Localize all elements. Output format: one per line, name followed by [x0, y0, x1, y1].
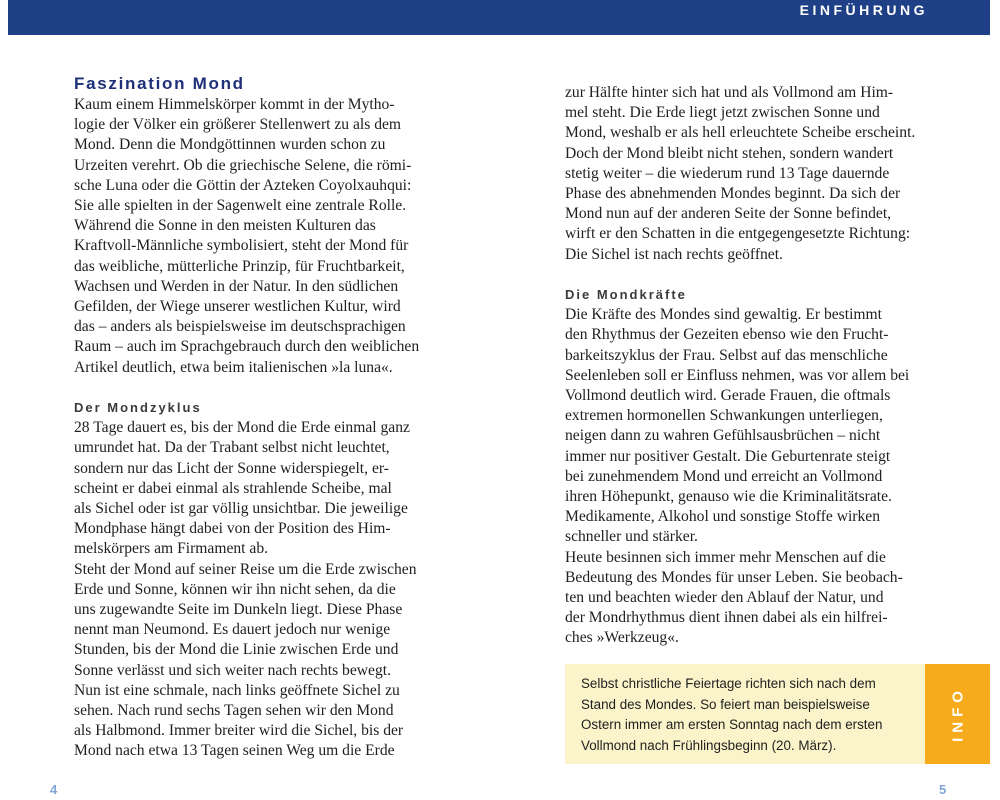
text-line: 28 Tage dauert es, bis der Mond die Erde einmal ganz [74, 419, 410, 437]
text-line: als Sichel oder ist gar völlig unsichtbar. Die jeweilige [74, 500, 408, 518]
text-line: Bedeutung des Mondes für unser Leben. Sie beobach- [565, 568, 903, 586]
left-page-column [74, 73, 434, 762]
text-line: bei zunehmendem Mond und erreicht an Vollmond [565, 467, 883, 485]
text-line: logie der Völker ein größerer Stellenwert zu als dem [74, 116, 402, 134]
text-line: neigen dann zu wahren Gefühlsausbrüchen – nicht [565, 427, 881, 445]
text-line: extremen hormonellen Schwankungen unterliegen, [565, 407, 883, 425]
text-line: Doch der Mond bleibt nicht stehen, sondern wandert [565, 144, 894, 162]
text-line: als Halbmond. Immer breiter wird die Sichel, bis der [74, 722, 404, 740]
text-line: Steht der Mond auf seiner Reise um die Erde zwischen [74, 560, 417, 578]
chapter-title: EINFÜHRUNG [799, 2, 928, 18]
text-line: barkeitszyklus der Frau. Selbst auf das menschliche [565, 346, 888, 364]
text-line: wirft er den Schatten in die entgegengesetzte Richtung: [565, 225, 911, 243]
info-tab [925, 664, 990, 764]
text-line: Mond nun auf der anderen Seite der Sonne befindet, [565, 205, 892, 223]
text-line: Wachsen und Werden in der Natur. In den südlichen [74, 277, 399, 295]
text-line: sche Luna oder die Göttin der Azteken Coyolxauhqui: [74, 176, 412, 194]
text-line: ihren Höhepunkt, genauso wie die Kriminalitätsrate. [565, 488, 892, 506]
text-line: sondern nur das Licht der Sonne widerspiegelt, er- [74, 459, 389, 477]
text-line: uns zugewandte Seite im Dunkeln liegt. Diese Phase [74, 601, 403, 619]
subheading-mondkraefte: Die Mondkräfte [565, 287, 687, 303]
text-line: Medikamente, Alkohol und sonstige Stoffe wirken [565, 508, 881, 526]
text-line: immer nur positiver Gestalt. Die Geburtenrate steigt [565, 447, 891, 465]
text-line: Erde und Sonne, können wir ihn nicht sehen, da die [74, 580, 396, 598]
text-line: sehen. Nach rund sechs Tagen sehen wir den Mond [74, 702, 394, 720]
text-line: zur Hälfte hinter sich hat und als Vollmond am Him- [565, 84, 894, 101]
text-line: Mond nach etwa 13 Tagen seinen Weg um die Erde [74, 742, 395, 760]
text-line: ches »Werkzeug«. [565, 629, 679, 647]
text-line: Stunden, bis der Mond die Linie zwischen Erde und [74, 641, 399, 659]
text-line: mel steht. Die Erde liegt jetzt zwischen Sonne und [565, 104, 880, 122]
text-line: den Rhythmus der Gezeiten ebenso wie den Frucht- [565, 326, 889, 344]
chapter-header-bar [8, 0, 990, 35]
text-line: Heute besinnen sich immer mehr Menschen auf die [565, 548, 886, 566]
text-line: Phase des abnehmenden Mondes beginnt. Da sich der [565, 185, 901, 203]
text-line: Raum – auch im Sprachgebrauch durch den weiblichen [74, 338, 420, 356]
text-line: umrundet hat. Da der Trabant selbst nicht leuchtet, [74, 439, 390, 457]
text-line: melskörpers am Firmament ab. [74, 540, 269, 558]
text-line: Vollmond nach Frühlingsbeginn (20. März). [581, 737, 837, 753]
text-line: Urzeiten verehrt. Ob die griechische Selene, die römi- [74, 156, 412, 174]
text-line: nennt man Neumond. Es dauert jedoch nur wenige [74, 621, 391, 639]
text-line: Nun ist eine schmale, nach links geöffnete Sichel zu [74, 681, 400, 699]
text-line: Stand des Mondes. So feiert man beispielsweise [581, 696, 870, 712]
section-heading: Faszination Mond [74, 74, 245, 93]
page-number-left: 4 [50, 782, 58, 797]
text-line: Die Kräfte des Mondes sind gewaltig. Er bestimmt [565, 306, 883, 324]
text-line: Seelenleben soll er Einfluss nehmen, was vor allem bei [565, 366, 910, 384]
text-line: Artikel deutlich, etwa beim italienischen »la luna«. [74, 358, 393, 376]
text-line: scheint er dabei einmal als strahlende Scheibe, mal [74, 479, 392, 497]
mondzyklus-paragraph [74, 418, 434, 761]
subheading-mondzyklus: Der Mondzyklus [74, 400, 202, 416]
text-line: Vollmond deutlich wird. Gerade Frauen, die oftmals [565, 387, 891, 405]
text-line: stetig weiter – die wiederum rund 13 Tage dauernde [565, 164, 890, 182]
continuation-paragraph [565, 83, 927, 265]
text-line: Sonne verlässt und sich weiter nach rechts bewegt. [74, 661, 391, 679]
text-line: das – anders als beispielsweise im deutschsprachigen [74, 318, 406, 336]
text-line: ten und beachten wieder den Ablauf der Natur, und [565, 589, 884, 607]
text-line: Mondphase hängt dabei von der Position des Him- [74, 520, 391, 538]
page-number-right: 5 [939, 782, 947, 797]
text-line: schneller und stärker. [565, 528, 698, 546]
mondkraefte-paragraph [565, 305, 927, 648]
right-page-column [565, 83, 927, 649]
text-line: Mond. Denn die Mondgöttinnen wurden schon zu [74, 136, 386, 154]
text-line: Ostern immer am ersten Sonntag nach dem ersten [581, 717, 883, 732]
info-box-text [581, 674, 916, 756]
info-box [565, 664, 925, 764]
text-line: Während die Sonne in den meisten Kulturen das [74, 217, 376, 235]
text-line: Gefilden, der Wiege unserer westlichen Kultur, wird [74, 298, 401, 316]
text-line: der Mondrhythmus dient ihnen dabei als ein hilfrei- [565, 609, 888, 627]
text-line: Kraftvoll-Männliche symbolisiert, steht der Mond für [74, 237, 409, 255]
intro-paragraph [74, 95, 434, 378]
text-line: Mond, weshalb er als hell erleuchtete Scheibe erscheint. [565, 124, 916, 142]
text-line: Die Sichel ist nach rechts geöffnet. [565, 245, 783, 263]
text-line: Selbst christliche Feiertage richten sich nach dem [581, 676, 876, 691]
text-line: das weibliche, mütterliche Prinzip, für Fruchtbarkeit, [74, 257, 405, 275]
text-line: Sie alle spielten in der Sagenwelt eine zentrale Rolle. [74, 197, 407, 215]
info-tab-label: INFO [949, 686, 966, 742]
text-line: Kaum einem Himmelskörper kommt in der Mytho- [74, 96, 395, 113]
